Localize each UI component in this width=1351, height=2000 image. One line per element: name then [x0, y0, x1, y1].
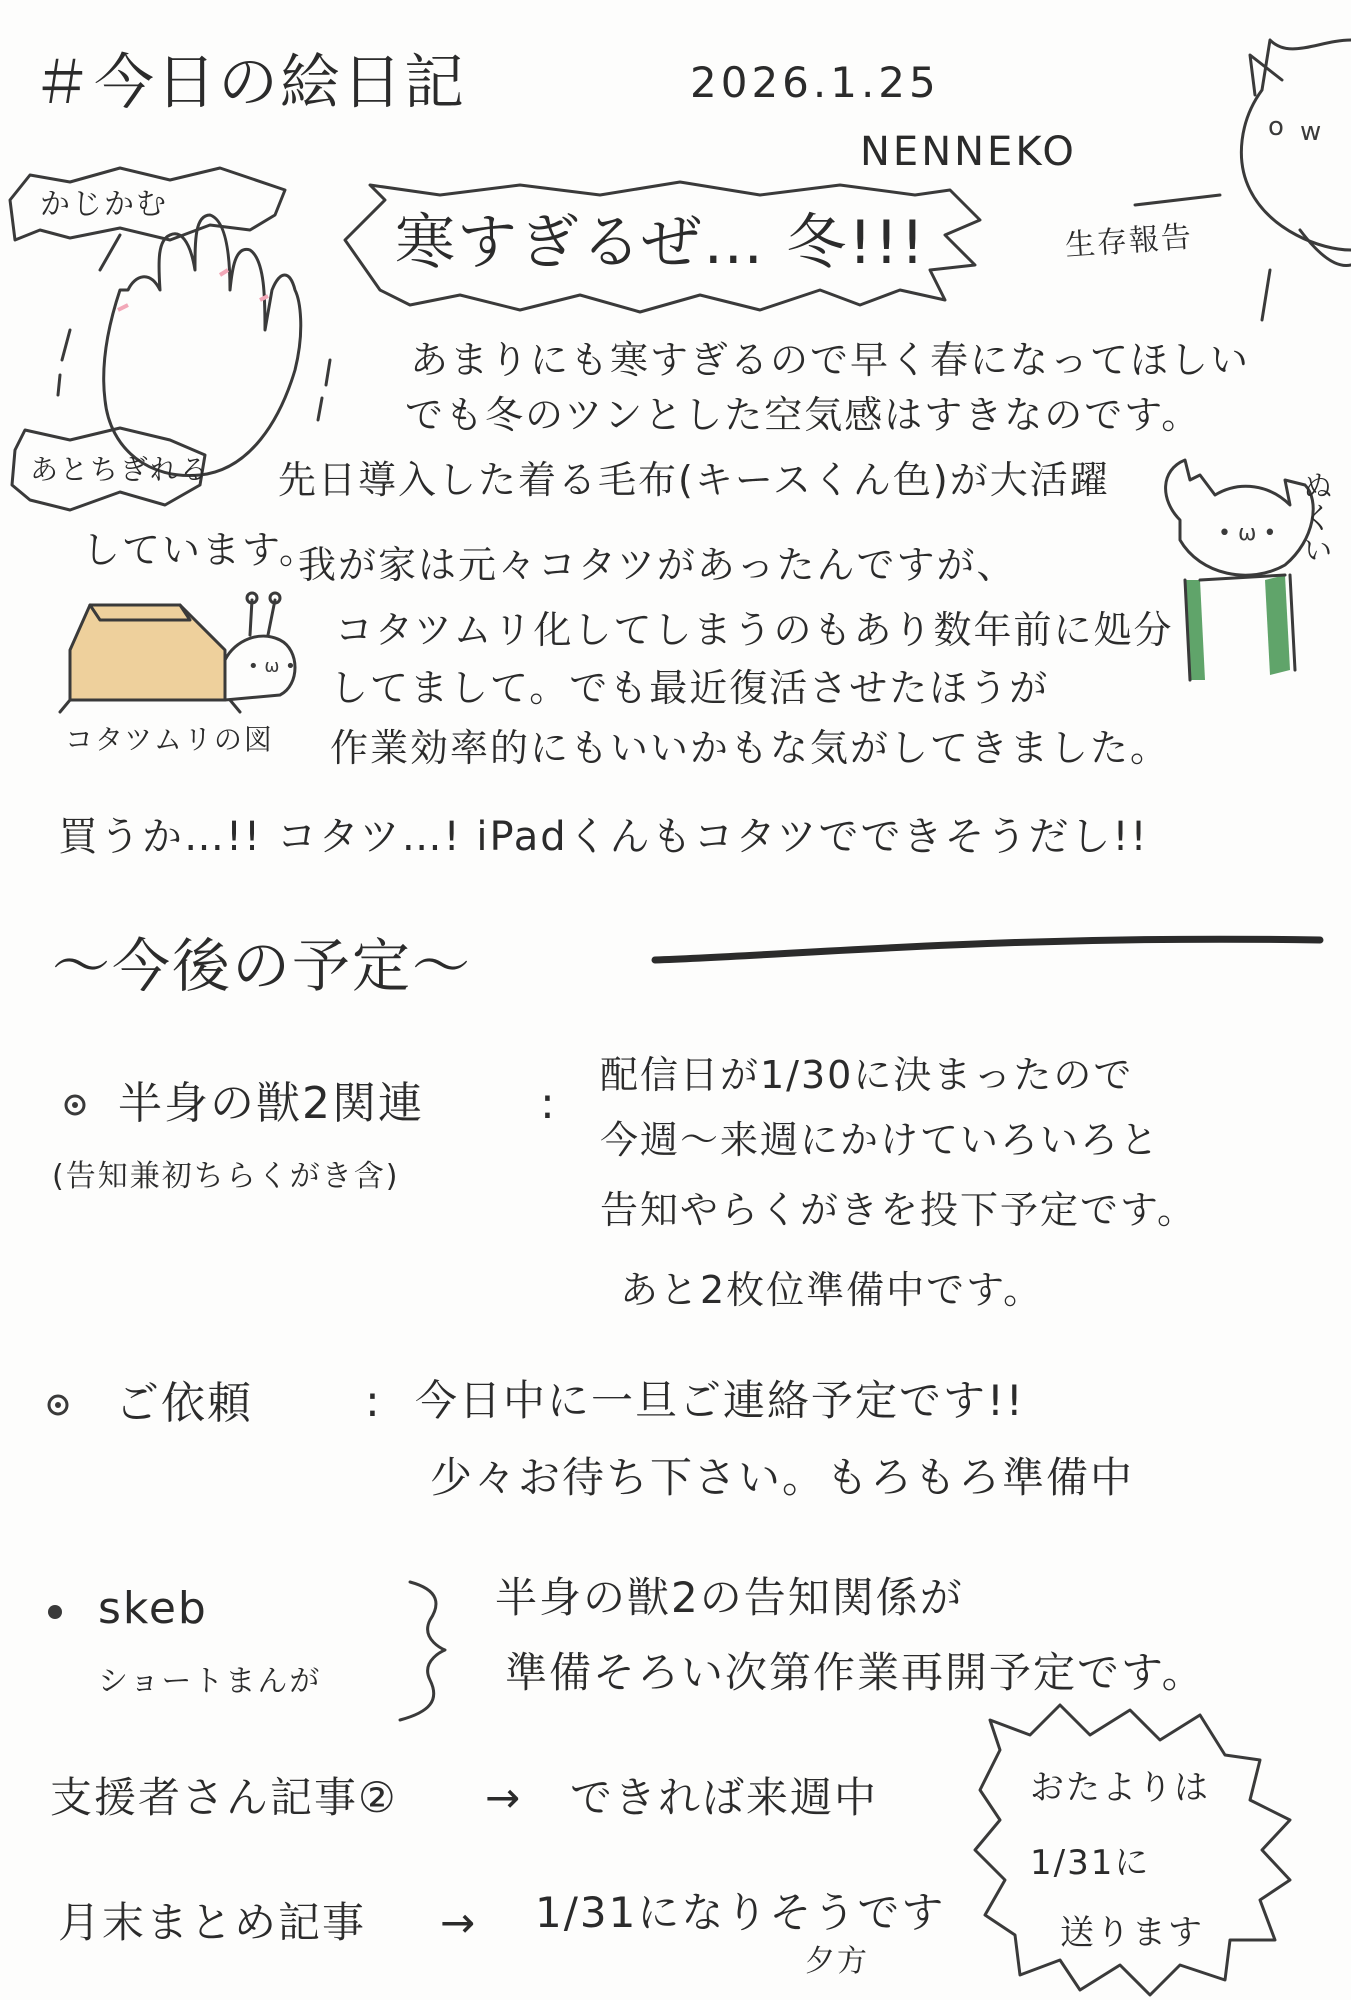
schedule-item-label-2: ショートまんが	[98, 1664, 322, 1699]
schedule-heading: 〜今後の予定〜	[52, 932, 473, 1000]
diary-date: 2026.1.25	[690, 58, 940, 107]
note-seizon-houkoku: 生存報告	[1063, 219, 1195, 264]
diary-title: ＃今日の絵日記	[32, 48, 466, 118]
svg-text:• ω •: • ω •	[248, 656, 296, 677]
schedule-item-line: 少々お待ち下さい。もろもろ準備中	[430, 1453, 1135, 1502]
bullet-3	[48, 1605, 62, 1619]
kotatsumuri-caption: コタツムリの図	[65, 723, 274, 756]
seizon-tick	[1262, 270, 1270, 320]
schedule-item-line: 告知やらくがきを投下予定です。	[600, 1188, 1197, 1232]
svg-text:• ω •: • ω •	[1218, 521, 1277, 546]
diary-line: 先日導入した着る毛布(キースくん色)が大活躍	[278, 458, 1110, 502]
extra-value-2: 夕方	[805, 1944, 869, 1979]
schedule-item-label: 半身の獣2関連	[118, 1078, 424, 1129]
kotatsumuri-doodle	[60, 593, 296, 712]
schedule-item-line: 今日中に一旦ご連絡予定です!!	[415, 1376, 1025, 1425]
cat-in-blanket-doodle	[1166, 460, 1314, 680]
arrow: →	[485, 1773, 523, 1822]
bubble-line: 1/31に	[1030, 1843, 1151, 1883]
svg-text:o: o	[1268, 112, 1284, 142]
bubble-line: おたよりは	[1030, 1768, 1210, 1808]
bubble-line: 送ります	[1060, 1913, 1204, 1953]
seizon-line	[1135, 195, 1220, 205]
schedule-item-line: あと2枚位準備中です。	[620, 1268, 1044, 1312]
extra-value: できれば来週中	[570, 1773, 879, 1822]
arrow: →	[440, 1898, 478, 1947]
extra-label: 支援者さん記事②	[50, 1773, 398, 1822]
diary-line: あまりにも寒すぎるので早く春になってほしい	[410, 338, 1251, 382]
colon: :	[365, 1376, 382, 1427]
schedule-item-label: skeb	[98, 1583, 208, 1634]
diary-line: でも冬のツンとした空気感はすきなのです。	[405, 393, 1202, 437]
schedule-item-sublabel: (告知兼初ちらくがき含)	[52, 1159, 400, 1194]
diary-line: コタツムリ化してしまうのもあり数年前に処分	[335, 608, 1174, 652]
skeb-brace	[400, 1582, 445, 1720]
diary-line: 買うか…!! コタツ…! iPadくんもコタツでできそうだし!!	[58, 814, 1149, 860]
schedule-item-line: 配信日が1/30に決まったので	[600, 1053, 1134, 1097]
diary-line: 作業効率的にもいいかもな気がしてきました。	[330, 726, 1171, 770]
extra-label: 月末まとめ記事	[58, 1898, 367, 1947]
diary-line: 我が家は元々コタツがあったんですが、	[298, 543, 1017, 587]
diary-line: しています。	[82, 528, 319, 572]
schedule-item-label: ご依頼	[115, 1378, 253, 1429]
note-nukui: ぬくい	[1297, 470, 1332, 566]
note-ato-kireru: あとちぎれる	[30, 453, 211, 486]
hand-doodle	[58, 215, 330, 476]
diary-line: してまして。でも最近復活させたほうが	[330, 666, 1050, 710]
svg-text:w: w	[1300, 117, 1322, 147]
heading-rule	[655, 939, 1320, 960]
colon: :	[540, 1078, 557, 1129]
signature: NENNEKO	[860, 129, 1077, 175]
peeking-cat-doodle	[1241, 40, 1351, 266]
headline: 寒すぎるぜ… 冬!!!	[395, 208, 927, 278]
note-kajikamu: かじかむ	[40, 187, 168, 222]
schedule-item-line: 準備そろい次第作業再開予定です。	[505, 1648, 1206, 1697]
schedule-item-line: 半身の獣2の告知関係が	[495, 1573, 964, 1622]
schedule-item-line: 今週〜来週にかけていろいろと	[600, 1118, 1161, 1162]
extra-value: 1/31になりそうです	[535, 1888, 946, 1937]
